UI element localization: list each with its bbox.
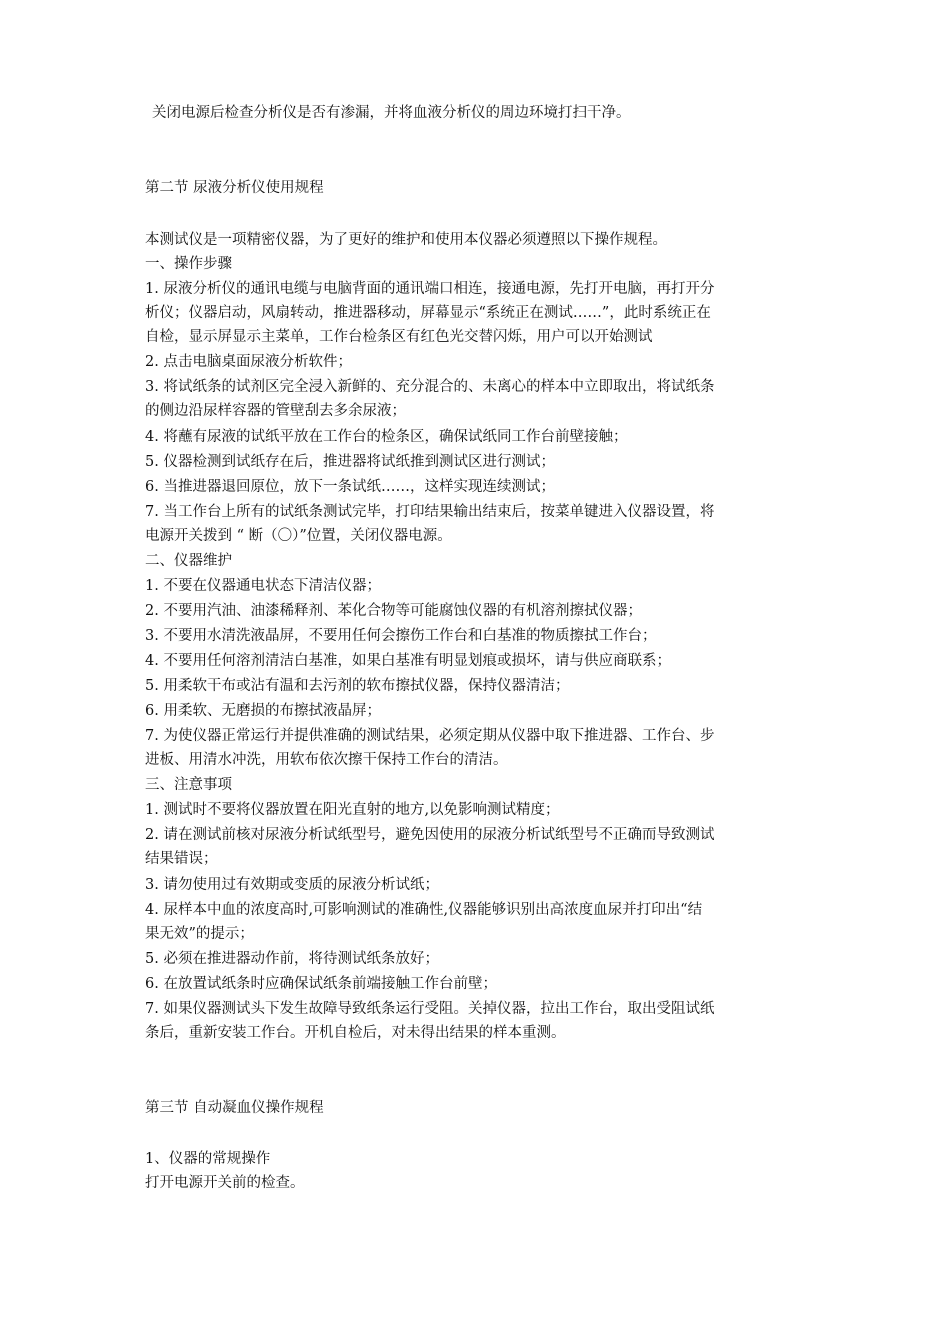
- step-7-line-1: 7. 当工作台上所有的试纸条测试完毕，打印结果输出结束后，按菜单键进入仪器设置，将: [145, 504, 715, 520]
- note-4-line-2: 果无效”的提示；: [145, 926, 254, 942]
- step-1-line-2: 析仪；仪器启动，风扇转动，推进器移动，屏幕显示“系统正在测试……”，此时系统正在: [145, 305, 711, 321]
- step-2: 2. 点击电脑桌面尿液分析软件；: [145, 354, 352, 370]
- maintenance-7-line-2: 进板、用清水冲洗，用软布依次擦干保持工作台的清洁。: [145, 752, 508, 768]
- note-2-line-2: 结果错误；: [145, 851, 218, 867]
- step-6: 6. 当推进器退回原位，放下一条试纸……，这样实现连续测试；: [145, 479, 555, 495]
- note-5: 5. 必须在推进器动作前，将待测试纸条放好；: [145, 951, 439, 967]
- maintenance-1: 1. 不要在仪器通电状态下清洁仪器；: [145, 578, 381, 594]
- section2-title: 第二节 尿液分析仪使用规程: [145, 180, 324, 196]
- step-1-line-3: 自检，显示屏显示主菜单，工作台检条区有红色光交替闪烁，用户可以开始测试: [145, 329, 653, 345]
- step-3-line-2: 的侧边沿尿样容器的管壁刮去多余尿液；: [145, 403, 406, 419]
- section3-sub-heading: 1、仪器的常规操作: [145, 1151, 271, 1167]
- note-3: 3. 请勿使用过有效期或变质的尿液分析试纸；: [145, 877, 439, 893]
- steps-heading: 一、操作步骤: [145, 256, 232, 272]
- maintenance-5: 5. 用柔软干布或沾有温和去污剂的软布擦拭仪器，保持仪器清洁；: [145, 678, 570, 694]
- maintenance-6: 6. 用柔软、无磨损的布擦拭液晶屏；: [145, 703, 381, 719]
- note-1: 1. 测试时不要将仪器放置在阳光直射的地方,以免影响测试精度；: [145, 802, 560, 818]
- intro-line: 关闭电源后检查分析仪是否有渗漏，并将血液分析仪的周边环境打扫干净。: [152, 105, 631, 121]
- maintenance-7-line-1: 7. 为使仪器正常运行并提供准确的测试结果，必须定期从仪器中取下推进器、工作台、步: [145, 728, 715, 744]
- step-4: 4. 将蘸有尿液的试纸平放在工作台的检条区，确保试纸同工作台前壁接触；: [145, 429, 628, 445]
- note-7-line-2: 条后，重新安装工作台。开机自检后，对未得出结果的样本重测。: [145, 1025, 566, 1041]
- step-5: 5. 仪器检测到试纸存在后，推进器将试纸推到测试区进行测试；: [145, 454, 555, 470]
- step-7-line-2: 电源开关拨到 “ 断（〇）”位置，关闭仪器电源。: [145, 528, 452, 544]
- note-6: 6. 在放置试纸条时应确保试纸条前端接触工作台前壁；: [145, 976, 497, 992]
- notes-heading: 三、注意事项: [145, 777, 232, 793]
- maintenance-4: 4. 不要用任何溶剂清洁白基准，如果白基准有明显划痕或损坏，请与供应商联系；: [145, 653, 671, 669]
- note-7-line-1: 7. 如果仪器测试头下发生故障导致纸条运行受阻。关掉仪器，拉出工作台，取出受阻试纸: [145, 1001, 715, 1017]
- step-1-line-1: 1. 尿液分析仪的通讯电缆与电脑背面的通讯端口相连，接通电源，先打开电脑，再打开分: [145, 281, 715, 297]
- maintenance-2: 2. 不要用汽油、油漆稀释剂、苯化合物等可能腐蚀仪器的有机溶剂擦拭仪器；: [145, 603, 642, 619]
- maintenance-3: 3. 不要用水清洗液晶屏，不要用任何会擦伤工作台和白基准的物质擦拭工作台；: [145, 628, 657, 644]
- maintenance-heading: 二、仪器维护: [145, 553, 232, 569]
- section3-line-1: 打开电源开关前的检查。: [145, 1175, 305, 1191]
- step-3-line-1: 3. 将试纸条的试剂区完全浸入新鲜的、充分混合的、未离心的样本中立即取出，将试纸条: [145, 379, 715, 395]
- note-2-line-1: 2. 请在测试前核对尿液分析试纸型号，避免因使用的尿液分析试纸型号不正确而导致测试: [145, 827, 715, 843]
- section2-intro: 本测试仪是一项精密仪器，为了更好的维护和使用本仪器必须遵照以下操作规程。: [145, 232, 667, 248]
- section3-title: 第三节 自动凝血仪操作规程: [145, 1100, 324, 1116]
- note-4-line-1: 4. 尿样本中血的浓度高时,可影响测试的准确性,仪器能够识别出高浓度血尿并打印出“结: [145, 902, 703, 918]
